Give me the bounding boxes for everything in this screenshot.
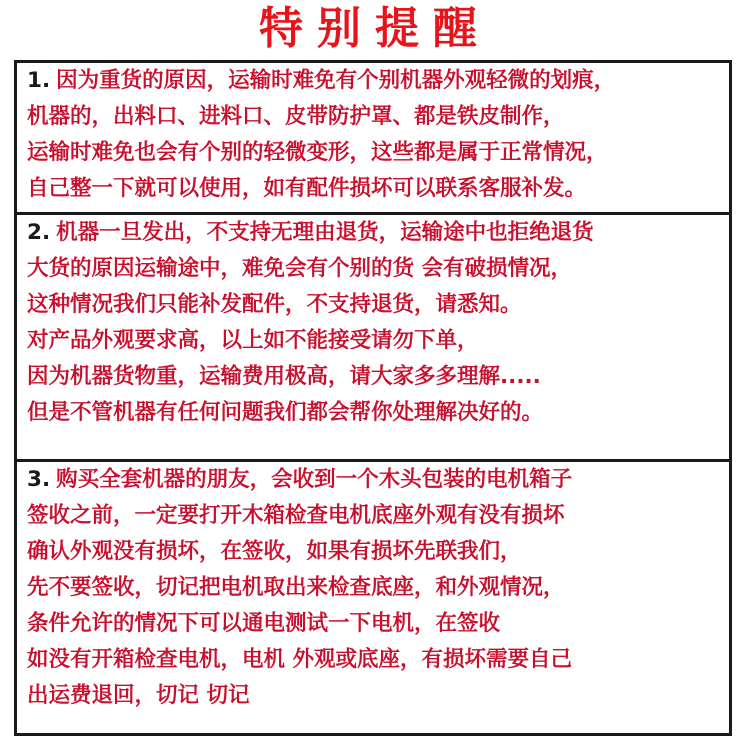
notice-section-1 [17,63,729,212]
notice-line: 签收之前，一定要打开木箱检查电机底座外观有没有损坏 [27,503,565,528]
notice-line [27,462,729,498]
notice-line: 条件允许的情况下可以通电测试一下电机，在签收 [27,611,501,636]
notice-section-2 [17,212,729,459]
notice-line: 机器的，出料口、进料口、皮带防护罩、都是铁皮制作， [27,104,565,129]
notice-section-3 [17,459,729,733]
line-text: 购买全套机器的朋友，会收到一个木头包装的电机箱子 [56,467,573,492]
notice-line: 先不要签收，切记把电机取出来检查底座，和外观情况， [27,575,565,600]
section-number: 3. [27,467,51,492]
notice-line [27,215,729,251]
notice-line: 这种情况我们只能补发配件，不支持退货，请悉知。 [27,292,522,317]
notice-line: 运输时难免也会有个别的轻微变形，这些都是属于正常情况， [27,140,608,165]
notice-line: 因为机器货物重，运输费用极高，请大家多多理解..... [27,364,541,389]
notice-line: 自己整一下就可以使用，如有配件损坏可以联系客服补发。 [27,176,587,201]
notice-line [27,63,729,99]
line-text: 因为重货的原因，运输时难免有个别机器外观轻微的划痕， [56,68,616,93]
notice-line: 确认外观没有损坏，在签收，如果有损坏先联我们， [27,539,522,564]
notice-line: 如没有开箱检查电机，电机 外观或底座，有损坏需要自己 [27,647,572,672]
section-number: 1. [27,68,51,93]
notice-box [14,60,732,736]
notice-line: 大货的原因运输途中，难免会有个别的货 会有破损情况， [27,256,572,281]
section-number: 2. [27,220,51,245]
notice-line: 对产品外观要求高，以上如不能接受请勿下单， [27,328,479,353]
page-title: 特别提醒 [259,3,491,54]
notice-line: 出运费退回，切记 切记 [27,683,250,708]
notice-line: 但是不管机器有任何问题我们都会帮你处理解决好的。 [27,400,544,425]
line-text: 机器一旦发出，不支持无理由退货，运输途中也拒绝退货 [56,220,594,245]
